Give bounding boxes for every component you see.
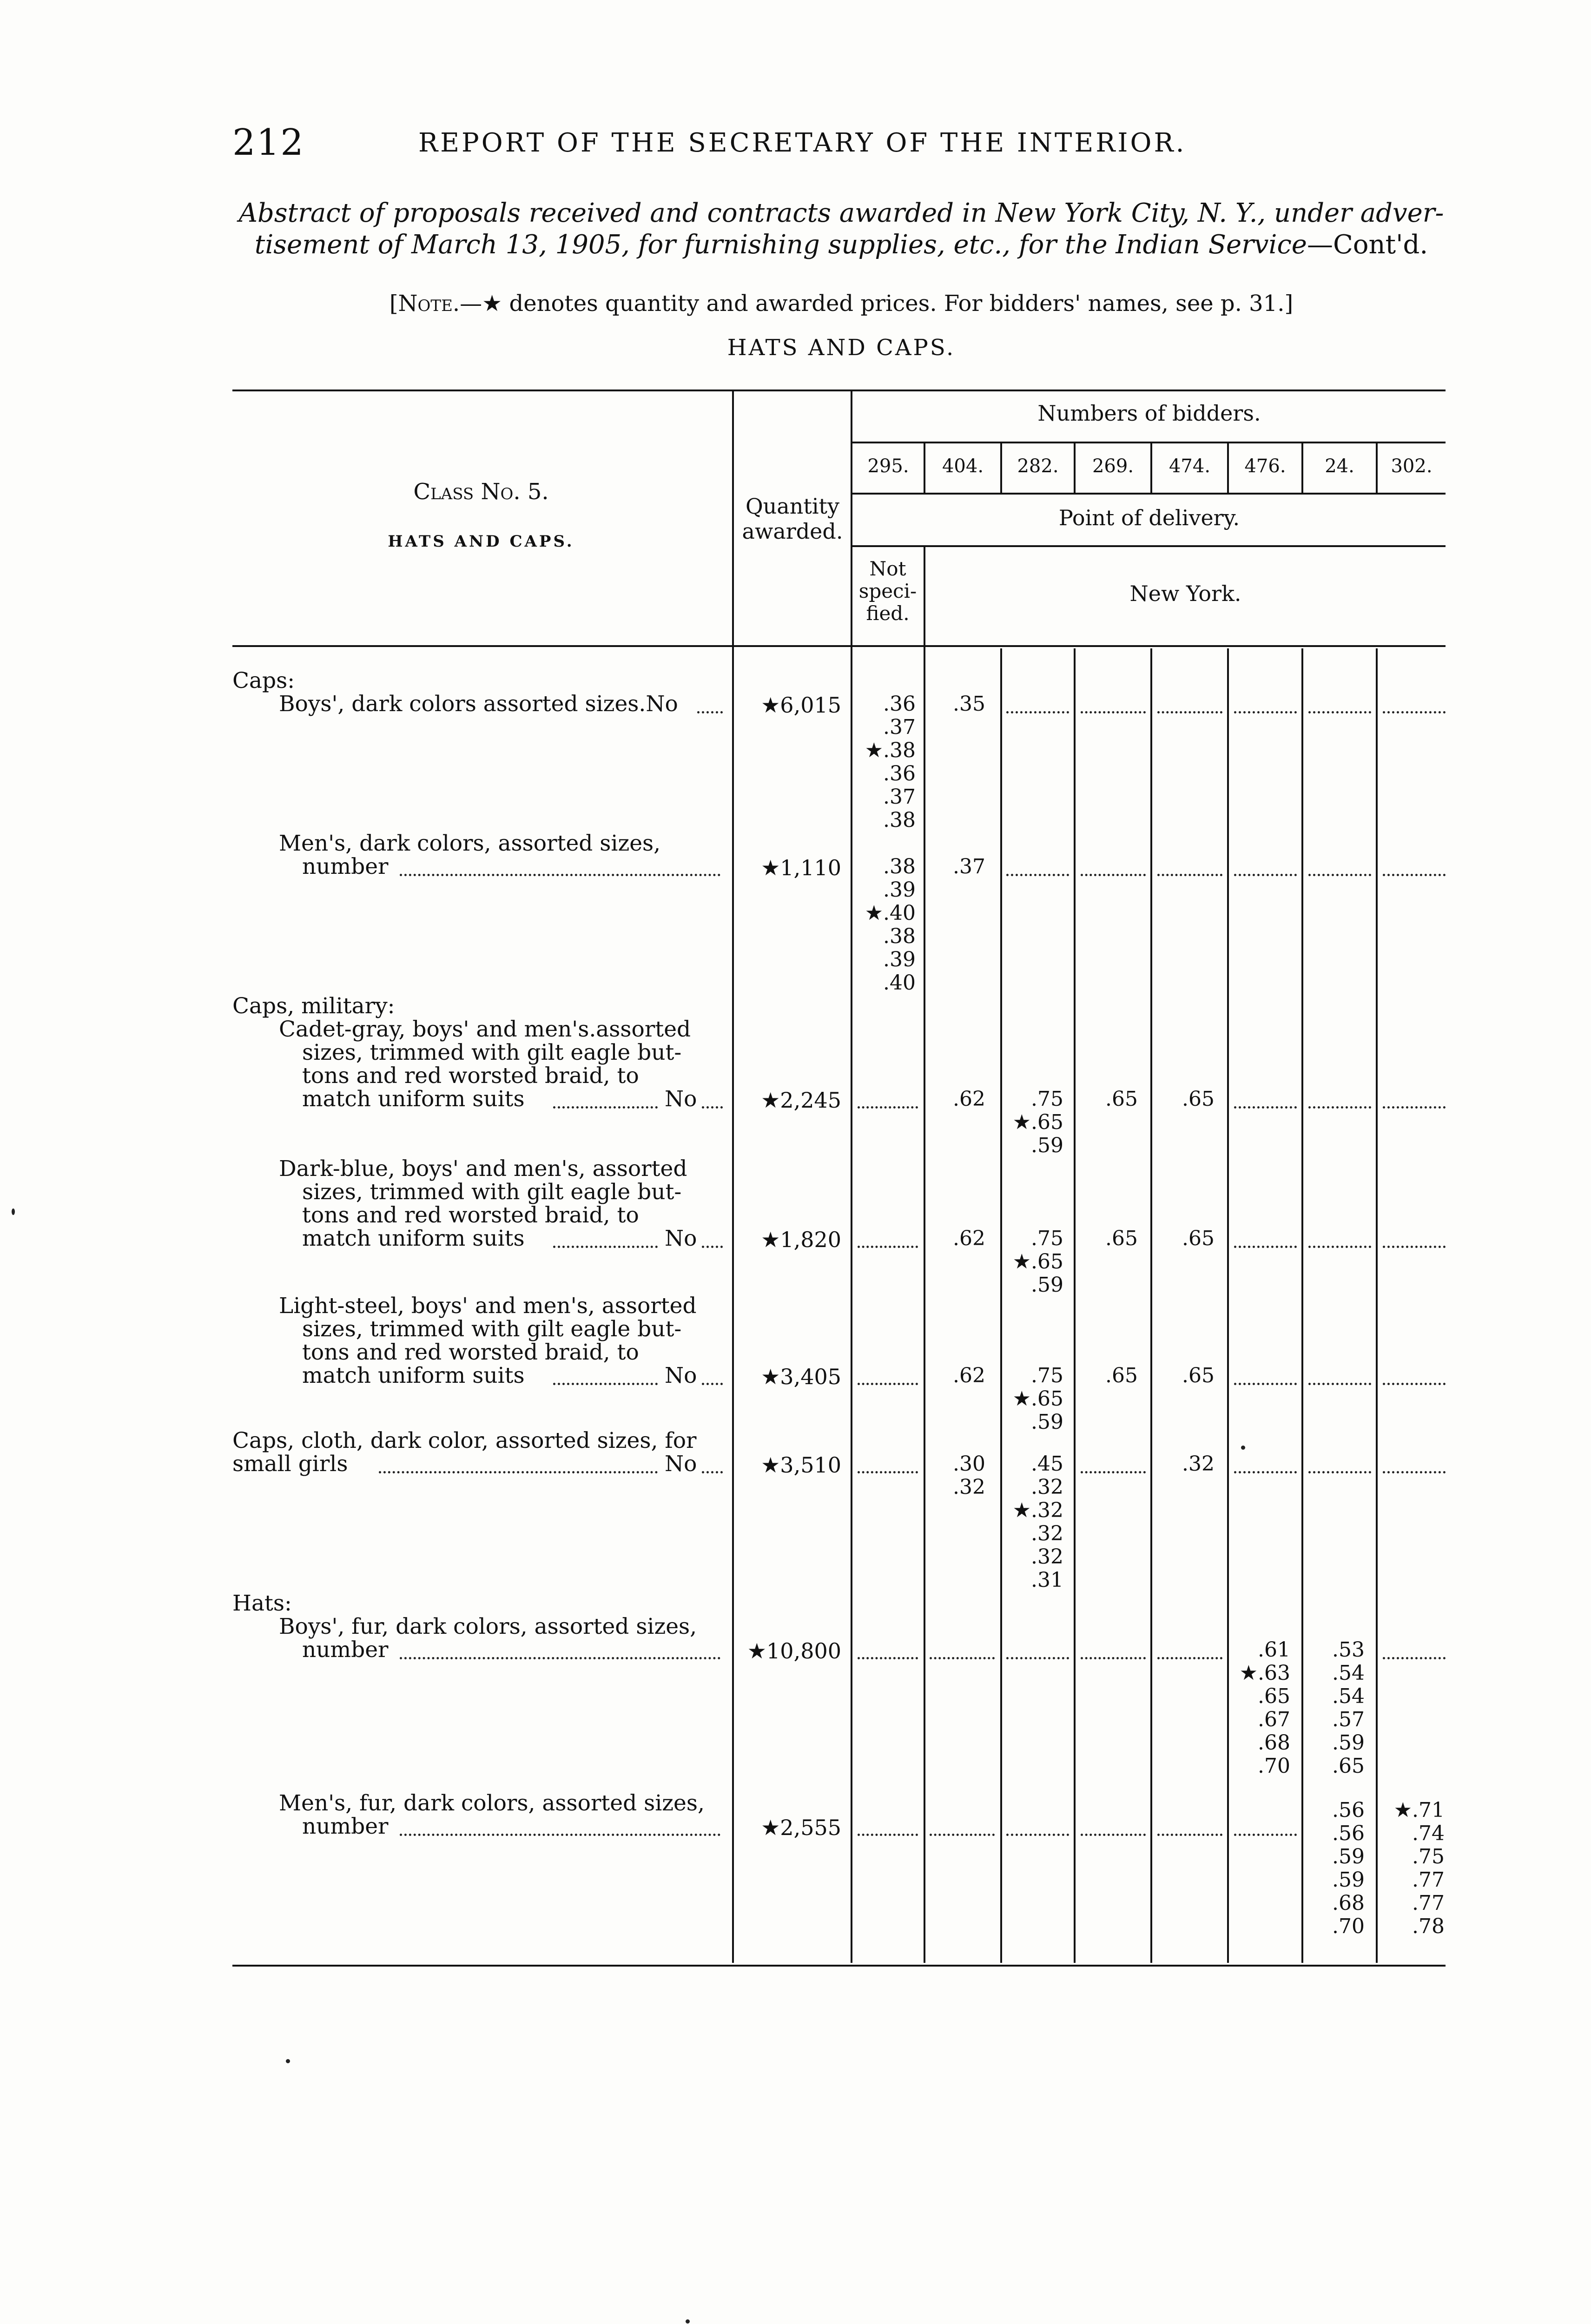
mens-hats-label-1: Men's, fur, dark colors, assorted sizes, (279, 1790, 705, 1816)
empty-bid (1308, 1383, 1371, 1385)
boys-caps-label: Boys', dark colors assorted sizes.No (279, 691, 678, 717)
class-subtitle: HATS AND CAPS. (388, 532, 574, 551)
leader-dots (400, 1834, 720, 1836)
empty-bid (1308, 711, 1371, 713)
empty-bid (1157, 711, 1222, 713)
mens-hats-qty: ★2,555 (761, 1815, 841, 1840)
leader-dots (400, 1657, 720, 1659)
empty-bid (1383, 711, 1446, 713)
section-title: HATS AND CAPS. (727, 335, 956, 361)
delivery-header: Point of delivery. (1058, 505, 1240, 530)
empty-bid (858, 1106, 918, 1109)
darkblue-bid-282: .75 ★.65 .59 (1012, 1227, 1063, 1297)
empty-bid (1234, 1106, 1297, 1109)
bidder-number: 282. (1017, 456, 1059, 477)
empty-bid (858, 1246, 918, 1248)
running-head: REPORT OF THE SECRETARY OF THE INTERIOR. (418, 128, 1187, 158)
cadet-label-1: Cadet-gray, boys' and men's.assorted (279, 1017, 691, 1042)
table-top-rule (232, 390, 1446, 391)
col-divider (1301, 648, 1303, 1963)
quantity-header-line-1: Quantity (745, 494, 840, 519)
empty-bid (858, 1383, 918, 1385)
girls-caps-label-1: Caps, cloth, dark color, assorted sizes, for (232, 1428, 697, 1453)
empty-bid (1234, 874, 1297, 876)
cadet-label-2: sizes, trimmed with gilt eagle but- (302, 1040, 682, 1065)
empty-bid (1157, 874, 1222, 876)
cadet-bid-474: .65 (1182, 1087, 1215, 1111)
bidder-number: 295. (867, 456, 909, 477)
empty-bid (1081, 874, 1146, 876)
empty-bid (1308, 1106, 1371, 1109)
caption-line-2 (232, 229, 1450, 261)
empty-bid (1081, 1471, 1146, 1473)
empty-bid (1308, 1246, 1371, 1248)
darkblue-label-3: tons and red worsted braid, to (302, 1202, 639, 1228)
lightsteel-label-3: tons and red worsted braid, to (302, 1340, 639, 1365)
quantity-header-line-2: awarded. (742, 519, 843, 544)
mens-caps-bid-404: .37 (953, 855, 985, 878)
note (232, 290, 1450, 317)
lightsteel-label-4: match uniform suits (302, 1363, 525, 1388)
mens-caps-label-1: Men's, dark colors, assorted sizes, (279, 831, 661, 856)
bidder-number: 404. (942, 456, 984, 477)
empty-bid (1383, 1383, 1446, 1385)
divider-qty-col (851, 390, 852, 1963)
mens-caps-label-2: number (302, 854, 389, 879)
caption-line-1: Abstract of proposals received and contracts awarded in New York City, N. Y., under adver- (238, 198, 1444, 228)
boys-hats-qty: ★10,800 (747, 1638, 841, 1664)
caption-line-2-italic: tisement of March 13, 1905, for furnishing supplies, etc., for the Indian Service (254, 230, 1307, 260)
col-divider (924, 545, 925, 1963)
boys-caps-qty: ★6,015 (761, 693, 841, 718)
military-heading: Caps, military: (232, 993, 395, 1019)
empty-bid (858, 1471, 918, 1473)
empty-bid (1234, 711, 1297, 713)
empty-bid (1383, 1246, 1446, 1248)
col-divider (1000, 648, 1002, 1963)
leader-dots (553, 1246, 658, 1248)
bidder-number: 474. (1168, 456, 1211, 477)
boys-hats-label-1: Boys', fur, dark colors, assorted sizes, (279, 1614, 697, 1639)
page-number: 212 (232, 122, 304, 164)
ink-speck (12, 1208, 15, 1215)
empty-bid (930, 1834, 995, 1836)
cadet-label-3: tons and red worsted braid, to (302, 1063, 639, 1089)
not-specified-line: fied. (866, 602, 910, 625)
darkblue-label-1: Dark-blue, boys' and men's, assorted (279, 1156, 687, 1182)
darkblue-bid-269: .65 (1105, 1227, 1138, 1250)
not-specified-header (853, 558, 923, 625)
boys-hats-label-2: number (302, 1637, 389, 1663)
not-specified-line: Not (869, 557, 906, 580)
boys-caps-bid-295: .36 .37 ★.38 .36 .37 .38 (865, 692, 916, 832)
empty-bid (858, 1834, 918, 1836)
note-text: denotes quantity and awarded prices. For bidders' names, see p. 31.] (502, 290, 1294, 317)
leader-dots (553, 1383, 658, 1385)
darkblue-bid-404: .62 (953, 1227, 985, 1250)
star-icon: ★ (482, 290, 502, 317)
new-york-header: New York. (1129, 581, 1241, 606)
mens-hats-bid-24: .56 .56 .59 .59 .68 .70 (1332, 1798, 1365, 1938)
class-title: Class No. 5. (413, 479, 549, 505)
table-caption (232, 198, 1450, 261)
note-prefix: [Note.— (389, 290, 482, 317)
empty-bid (1157, 1834, 1222, 1836)
girls-caps-bid-474: .32 (1182, 1452, 1215, 1476)
divider-stub-col (732, 390, 734, 1963)
mens-caps-bid-295: .38 .39 ★.40 .38 .39 .40 (865, 855, 916, 995)
leader-dots (400, 874, 720, 876)
empty-bid (1081, 1657, 1146, 1659)
lightsteel-label-1: Light-steel, boys' and men's, assorted (279, 1293, 697, 1319)
bidder-number: 269. (1092, 456, 1134, 477)
cadet-qty: ★2,245 (761, 1088, 841, 1113)
col-divider (1376, 648, 1378, 1963)
unit-label: No (665, 1451, 697, 1477)
empty-bid (1006, 711, 1069, 713)
darkblue-bid-474: .65 (1182, 1227, 1215, 1250)
mens-hats-bid-302: ★.71 .74 .75 .77 .77 .78 (1393, 1798, 1445, 1938)
bidders-header: Numbers of bidders. (1037, 401, 1261, 426)
boys-hats-bid-24: .53 .54 .54 .57 .59 .65 (1332, 1638, 1365, 1778)
col-divider (1150, 648, 1152, 1963)
empty-bid (1308, 1471, 1371, 1473)
empty-bid (1081, 711, 1146, 713)
empty-bid (1234, 1471, 1297, 1473)
leader-dots (553, 1106, 658, 1109)
boys-caps-bid-404: .35 (953, 692, 985, 716)
darkblue-qty: ★1,820 (761, 1227, 841, 1252)
ink-speck (286, 2059, 290, 2063)
quantity-header (734, 494, 851, 544)
empty-bid (1383, 1471, 1446, 1473)
delivery-rule (851, 545, 1446, 547)
hats-heading: Hats: (232, 1591, 292, 1616)
darkblue-label-4: match uniform suits (302, 1226, 525, 1251)
empty-bid (1234, 1246, 1297, 1248)
caps-heading: Caps: (232, 668, 295, 693)
col-divider (1227, 648, 1229, 1963)
empty-bid (1081, 1834, 1146, 1836)
empty-bid (1006, 1834, 1069, 1836)
empty-bid (1006, 1657, 1069, 1659)
unit-label: No (665, 1226, 697, 1251)
not-specified-line: speci- (858, 580, 917, 602)
girls-caps-label-2: small girls (232, 1451, 348, 1477)
cadet-label-4: match uniform suits (302, 1086, 525, 1112)
caption-cont: —Cont'd. (1307, 230, 1428, 260)
mens-caps-qty: ★1,110 (761, 855, 841, 880)
empty-bid (1383, 874, 1446, 876)
leader-dots (379, 1471, 658, 1473)
cadet-bid-269: .65 (1105, 1087, 1138, 1111)
empty-bid (1234, 1834, 1297, 1836)
lightsteel-bid-269: .65 (1105, 1364, 1138, 1387)
bidder-number: 24. (1325, 456, 1354, 477)
bidders-rule (851, 442, 1446, 443)
empty-bid (1234, 1383, 1297, 1385)
empty-bid (930, 1657, 995, 1659)
empty-bid (1006, 874, 1069, 876)
unit-label: No (665, 1363, 697, 1388)
boys-hats-bid-476: .61 ★.63 .65 .67 .68 .70 (1239, 1638, 1290, 1778)
darkblue-label-2: sizes, trimmed with gilt eagle but- (302, 1179, 682, 1205)
bidder-numbers-rule (851, 493, 1446, 495)
empty-bid (1383, 1657, 1446, 1659)
lightsteel-bid-474: .65 (1182, 1364, 1215, 1387)
bidder-number: 302. (1391, 456, 1433, 477)
lightsteel-label-2: sizes, trimmed with gilt eagle but- (302, 1316, 682, 1342)
cadet-bid-404: .62 (953, 1087, 985, 1111)
empty-bid (1383, 1106, 1446, 1109)
table-bottom-rule (232, 1965, 1446, 1967)
mens-hats-label-2: number (302, 1814, 389, 1839)
ink-speck (686, 2319, 690, 2324)
unit-label: No (665, 1086, 697, 1112)
girls-caps-qty: ★3,510 (761, 1452, 841, 1478)
lightsteel-qty: ★3,405 (761, 1364, 841, 1389)
girls-caps-bid-282: .45 .32 ★.32 .32 .32 .31 (1012, 1452, 1063, 1592)
empty-bid (1308, 874, 1371, 876)
bidder-number: 476. (1244, 456, 1286, 477)
empty-bid (1157, 1657, 1222, 1659)
cadet-bid-282: .75 ★.65 .59 (1012, 1087, 1063, 1157)
ink-speck (1241, 1446, 1245, 1450)
header-bottom-rule (232, 645, 1446, 647)
lightsteel-bid-282: .75 ★.65 .59 (1012, 1364, 1063, 1434)
girls-caps-bid-404: .30 .32 (953, 1452, 985, 1499)
lightsteel-bid-404: .62 (953, 1364, 985, 1387)
col-divider (1074, 648, 1076, 1963)
empty-bid (858, 1657, 918, 1659)
